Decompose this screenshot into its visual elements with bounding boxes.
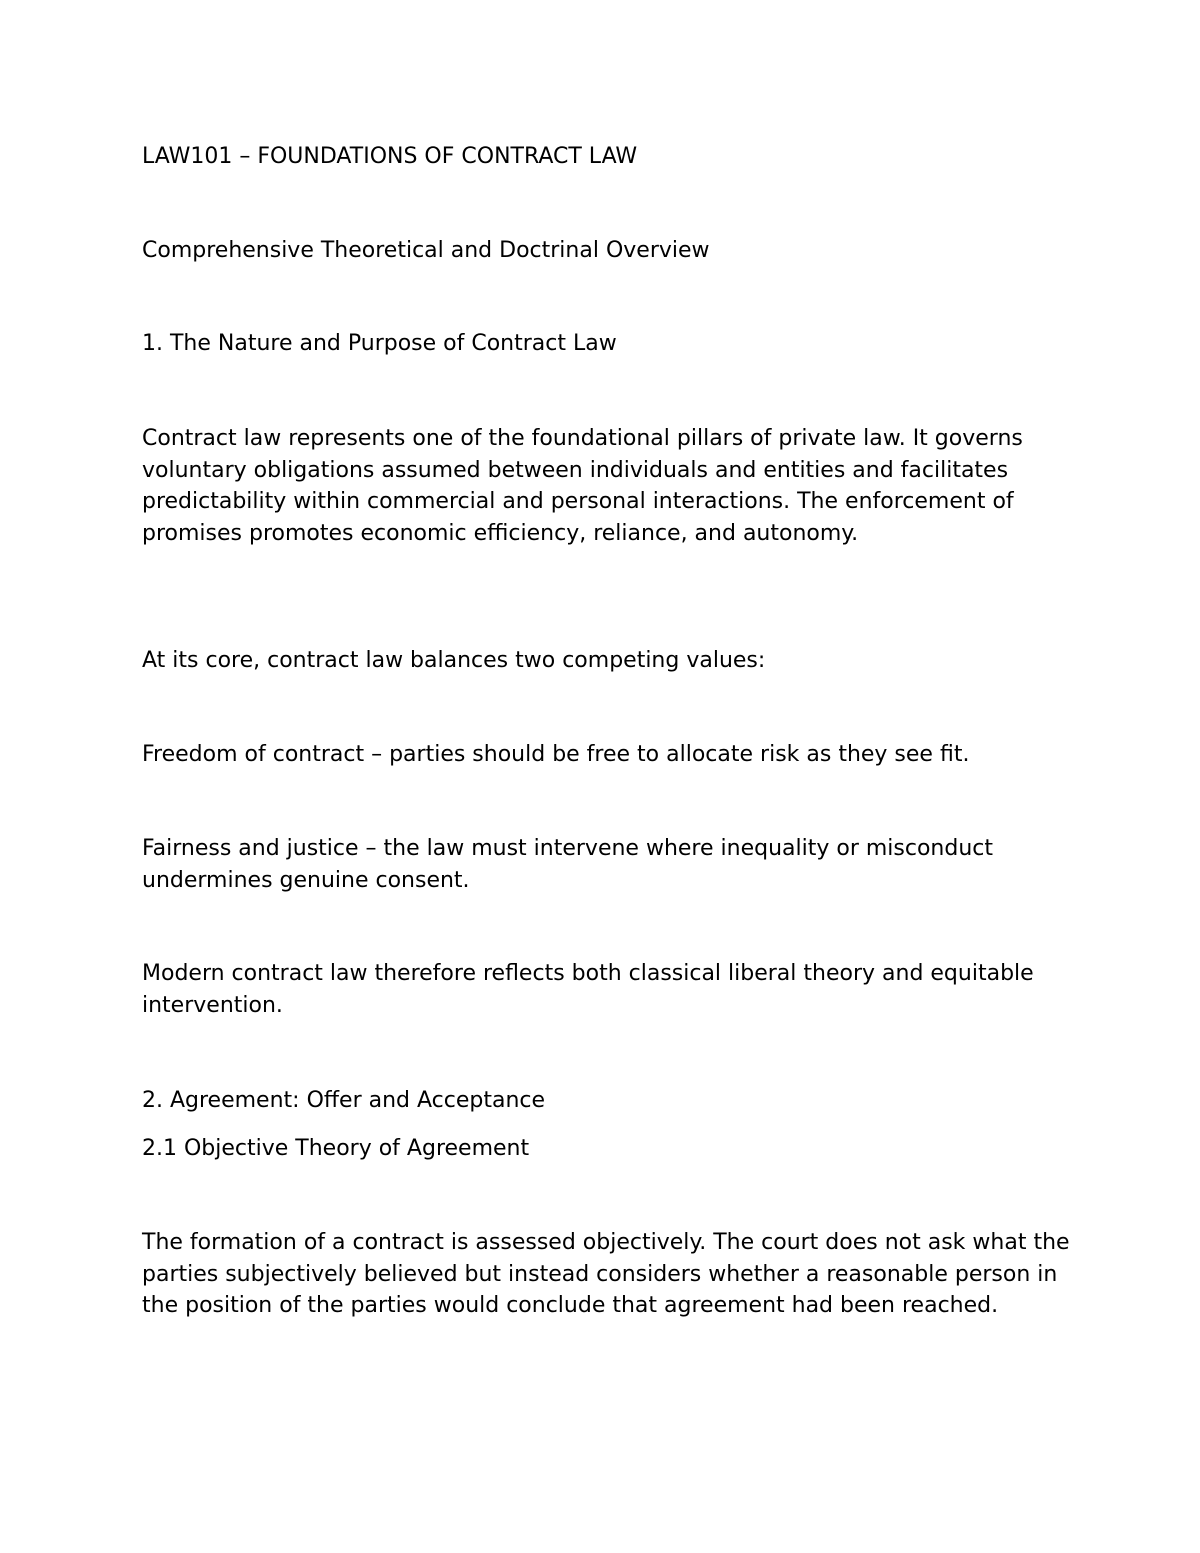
document-title: LAW101 – FOUNDATIONS OF CONTRACT LAW xyxy=(142,144,638,169)
paragraph-competing-values: At its core, contract law balances two competing values: xyxy=(142,648,766,673)
section-2-heading: 2. Agreement: Offer and Acceptance xyxy=(142,1088,546,1113)
section-2-1-heading: 2.1 Objective Theory of Agreement xyxy=(142,1136,530,1161)
document-subtitle: Comprehensive Theoretical and Doctrinal Overview xyxy=(142,238,710,263)
paragraph-fairness-justice: Fairness and justice – the law must intervene where inequality or misconduct undermines genuine consent. xyxy=(142,836,993,893)
paragraph-modern-contract-law: Modern contract law therefore reflects both classical liberal theory and equitable intervention. xyxy=(142,961,1034,1018)
paragraph-nature-purpose: Contract law represents one of the foundational pillars of private law. It governs voluntary obligations assumed between individuals and entities and facilitates predictability within commercial and personal interactions. The enforcement of promises promotes economic efficiency, reliance, and autonomy. xyxy=(142,426,1023,546)
section-1-heading: 1. The Nature and Purpose of Contract Law xyxy=(142,331,617,356)
paragraph-freedom-of-contract: Freedom of contract – parties should be free to allocate risk as they see fit. xyxy=(142,742,970,767)
paragraph-objective-theory: The formation of a contract is assessed objectively. The court does not ask what the parties subjectively believed but instead considers whether a reasonable person in the position of the parties would conclude that agreement had been reached. xyxy=(142,1230,1070,1318)
